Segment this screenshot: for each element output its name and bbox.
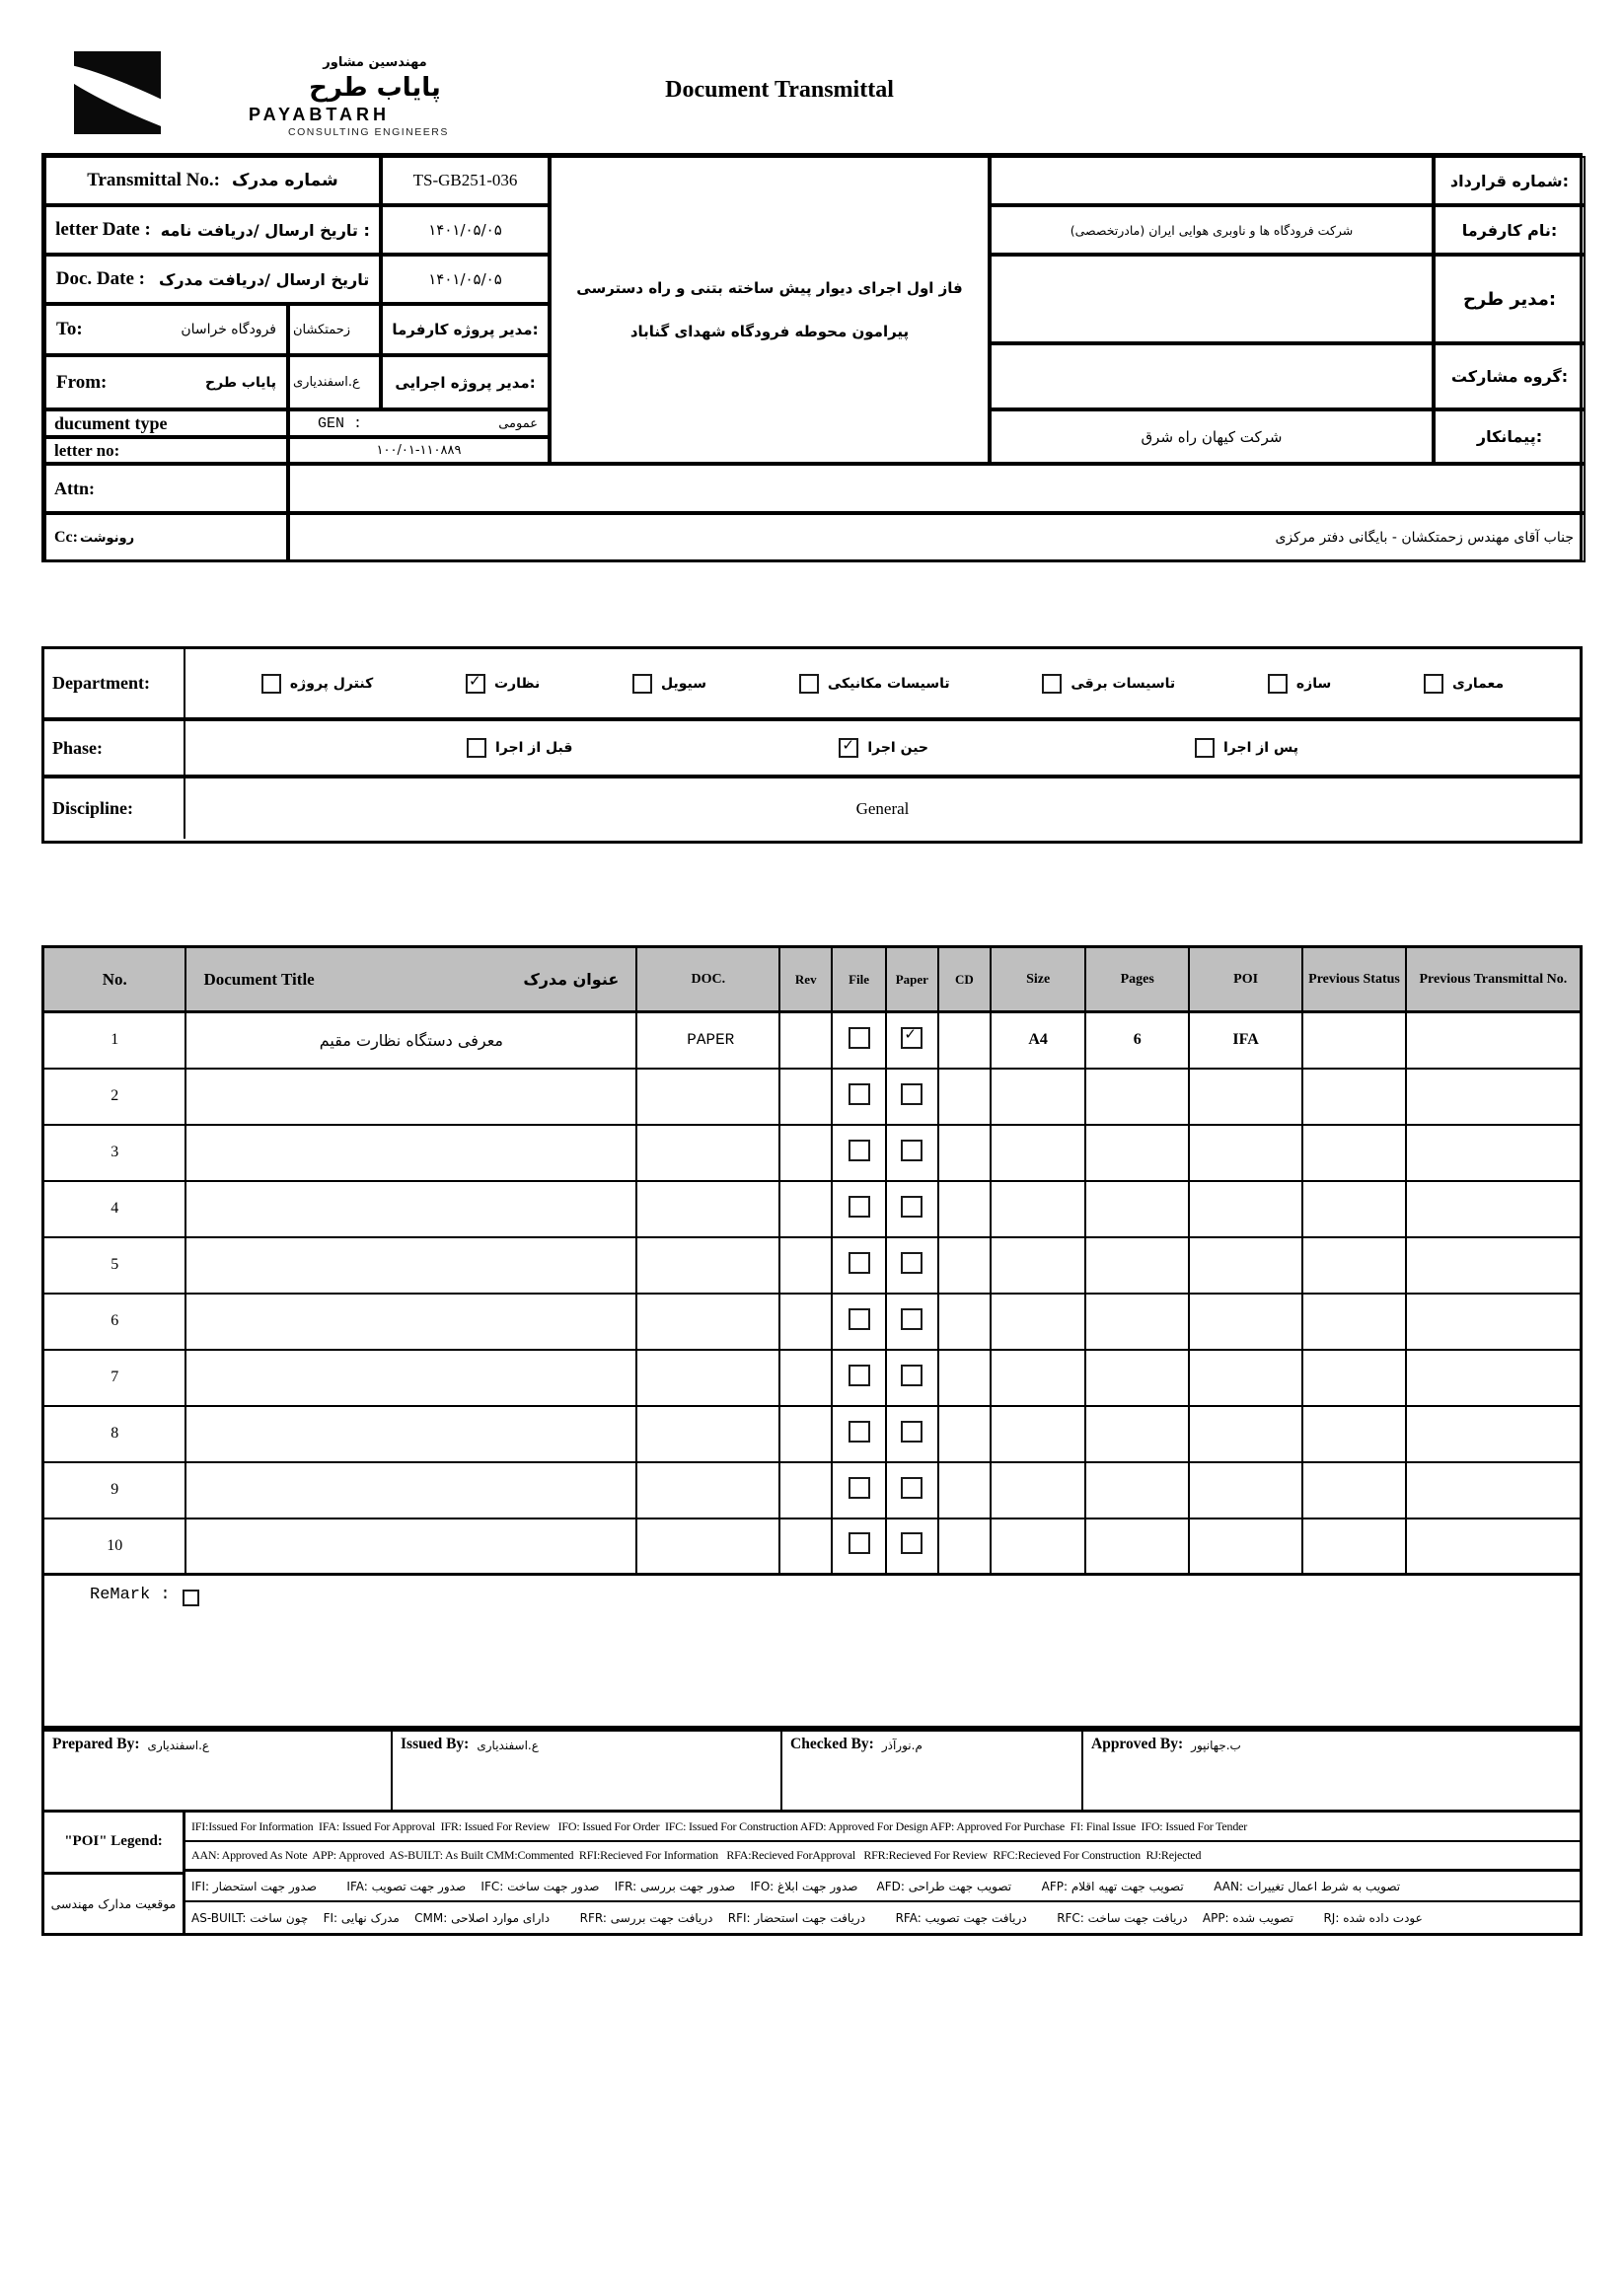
row-paper-cell: [886, 1237, 938, 1294]
row-pages: [1085, 1462, 1188, 1518]
file-checkbox[interactable]: [849, 1140, 870, 1161]
paper-checkbox[interactable]: [901, 1140, 923, 1161]
department-label: Department:: [44, 649, 185, 717]
row-previous-transmittal: [1406, 1237, 1582, 1294]
cc-value: جناب آقای مهندس زحمتکشان - بایگانی دفتر مرکزی: [288, 513, 1586, 562]
row-doc-type: [636, 1294, 779, 1350]
row-paper-cell: [886, 1125, 938, 1181]
legend-line-received-en: AAN: Approved As Note APP: Approved AS-BUILT: As Built CMM:Commented RFI:Recieved For Information RFA:Recieved ForApproval RFR:Recieved For Review RFC:Recieved For Construction RJ:Rejected: [185, 1842, 1580, 1872]
row-previous-status: [1302, 1294, 1405, 1350]
department-option: تاسیسات مکانیکی: [799, 674, 950, 694]
paper-checkbox[interactable]: [901, 1365, 923, 1386]
paper-checkbox[interactable]: [901, 1421, 923, 1443]
row-rev: [779, 1069, 832, 1125]
client-name-label: نام کارفرما:: [1434, 205, 1586, 255]
paper-checkbox[interactable]: [901, 1532, 923, 1554]
row-paper-cell: [886, 1406, 938, 1462]
table-row: [43, 1181, 1582, 1237]
checked-by-name: م.نورآذر: [881, 1739, 923, 1752]
logo-fa-tagline: مهندسین مشاور: [323, 55, 427, 70]
department-option: سازه: [1268, 674, 1331, 694]
department-checkbox[interactable]: [1268, 674, 1288, 694]
jv-group-label: گروه مشارکت:: [1434, 343, 1586, 409]
col-previous-status: Previous Status: [1302, 947, 1405, 1012]
row-document-title: [185, 1294, 636, 1350]
row-number: 4: [43, 1181, 186, 1237]
row-document-title: [185, 1181, 636, 1237]
row-paper-cell: [886, 1350, 938, 1406]
from-label: From:: [56, 371, 108, 393]
approved-by-name: ب.جهانپور: [1191, 1739, 1241, 1752]
file-checkbox[interactable]: [849, 1477, 870, 1499]
row-cd: [938, 1125, 991, 1181]
phase-label: Phase:: [44, 721, 185, 775]
row-file-cell: [832, 1462, 886, 1518]
row-file-cell: [832, 1125, 886, 1181]
approved-by-cell: Approved By: ب.جهانپور: [1091, 1736, 1241, 1752]
legend-lines: [185, 1813, 1580, 1933]
col-rev: Rev: [779, 947, 832, 1012]
row-rev: [779, 1462, 832, 1518]
poi-legend-label: "POI" Legend:: [44, 1813, 183, 1875]
paper-checkbox[interactable]: [901, 1252, 923, 1274]
docs-status-label: موقعیت مدارک مهندسی: [50, 1895, 177, 1911]
cc-label: Cc: رونوشت: [44, 513, 288, 562]
row-previous-status: [1302, 1406, 1405, 1462]
row-size: [991, 1181, 1086, 1237]
attn-value: [288, 464, 1586, 513]
col-no: No.: [43, 947, 186, 1012]
department-option: معماری: [1424, 674, 1504, 694]
row-document-title: [185, 1518, 636, 1575]
row-document-title: [185, 1069, 636, 1125]
row-previous-status: [1302, 1069, 1405, 1125]
row-file-cell: [832, 1012, 886, 1069]
table-row: [43, 1125, 1582, 1181]
row-file-cell: [832, 1294, 886, 1350]
from-field: [44, 355, 288, 409]
client-name-value: شرکت فرودگاه ها و ناوبری هوایی ایران (مادرتخصصی): [990, 205, 1434, 255]
remark-section: [41, 1576, 1583, 1729]
row-doc-type: [636, 1181, 779, 1237]
row-pages: [1085, 1518, 1188, 1575]
row-pages: [1085, 1294, 1188, 1350]
attn-label: Attn:: [44, 464, 288, 513]
phase-option: قبل از اجرا: [467, 738, 572, 758]
col-pages: Pages: [1085, 947, 1188, 1012]
row-rev: [779, 1350, 832, 1406]
row-cd: [938, 1518, 991, 1575]
department-option: تاسیسات برقی: [1042, 674, 1175, 694]
issued-by-name: ع.اسفندیاری: [477, 1739, 539, 1752]
row-paper-cell: [886, 1294, 938, 1350]
phase-options: [185, 721, 1580, 775]
table-row: [43, 1069, 1582, 1125]
row-pages: [1085, 1406, 1188, 1462]
document-table-body: [43, 1012, 1582, 1575]
plan-manager-value: [990, 255, 1434, 343]
row-file-cell: [832, 1069, 886, 1125]
classification-table: [41, 646, 1583, 844]
row-pages: 6: [1085, 1012, 1188, 1069]
department-option: نظارت ✓: [466, 674, 540, 694]
file-checkbox[interactable]: [849, 1196, 870, 1218]
col-cd: CD: [938, 947, 991, 1012]
letter-date-label: letter Date : تاریخ ارسال /دریافت نامه :: [44, 205, 381, 255]
phase-checkbox[interactable]: [1195, 738, 1215, 758]
file-checkbox[interactable]: [849, 1083, 870, 1105]
row-pages: [1085, 1125, 1188, 1181]
department-checkbox[interactable]: [466, 674, 485, 694]
contract-no-label: شماره قرارداد:: [1434, 156, 1586, 205]
row-doc-type: PAPER: [636, 1012, 779, 1069]
row-file-cell: [832, 1350, 886, 1406]
logo-en-subtitle: CONSULTING ENGINEERS: [288, 126, 449, 138]
row-number: 10: [43, 1518, 186, 1575]
row-number: 7: [43, 1350, 186, 1406]
row-poi: [1189, 1462, 1302, 1518]
row-size: [991, 1237, 1086, 1294]
row-poi: [1189, 1350, 1302, 1406]
document-type-value: GEN : عمومی: [288, 409, 550, 437]
row-previous-transmittal: [1406, 1350, 1582, 1406]
department-options: [185, 649, 1580, 717]
row-pages: [1085, 1237, 1188, 1294]
row-rev: [779, 1237, 832, 1294]
row-cd: [938, 1406, 991, 1462]
row-previous-transmittal: [1406, 1294, 1582, 1350]
table-header-row: [43, 947, 1582, 1012]
document-table: [41, 945, 1583, 1576]
col-doc: DOC.: [636, 947, 779, 1012]
doc-date-label: Doc. Date : تاریخ ارسال /دریافت مدرک: [44, 255, 381, 304]
row-file-cell: [832, 1181, 886, 1237]
row-previous-status: [1302, 1518, 1405, 1575]
plan-manager-label: مدیر طرح:: [1434, 255, 1586, 343]
row-cd: [938, 1237, 991, 1294]
page-title: Document Transmittal: [665, 77, 894, 103]
table-row: [43, 1237, 1582, 1294]
document-type-label: ducument type: [44, 409, 288, 437]
row-number: 8: [43, 1406, 186, 1462]
project-description: فاز اول اجرای دیوار پیش ساخته بتنی و راه دسترسی پیرامون محوطه فرودگاه شهدای گناباد: [550, 156, 990, 464]
to-label: To:: [56, 319, 83, 339]
row-number: 1: [43, 1012, 186, 1069]
phase-option: پس از اجرا: [1195, 738, 1298, 758]
row-size: [991, 1462, 1086, 1518]
row-previous-transmittal: [1406, 1406, 1582, 1462]
row-number: 3: [43, 1125, 186, 1181]
row-previous-transmittal: [1406, 1069, 1582, 1125]
discipline-row: [44, 778, 1580, 839]
row-rev: [779, 1294, 832, 1350]
row-pages: [1085, 1181, 1188, 1237]
legend-line-received-fa: AS-BUILT: چون ساخت FI: مدرک نهایی CMM: دارای موارد اصلاحی RFR: دریافت جهت بررسی RFI: دریافت جهت استحضار RFA: دریافت جهت تصویب RFC: دریافت جهت ساخت APP: تصویب شده RJ: عودت داده شده: [191, 1910, 1423, 1925]
table-row: [43, 1518, 1582, 1575]
table-row: [43, 1012, 1582, 1069]
col-poi: POI: [1189, 947, 1302, 1012]
jv-group-value: [990, 343, 1434, 409]
row-poi: [1189, 1237, 1302, 1294]
department-checkbox[interactable]: [1424, 674, 1443, 694]
row-rev: [779, 1012, 832, 1069]
row-doc-type: [636, 1406, 779, 1462]
signature-row: [41, 1729, 1583, 1813]
row-doc-type: [636, 1069, 779, 1125]
row-file-cell: [832, 1518, 886, 1575]
row-cd: [938, 1350, 991, 1406]
discipline-value: General: [855, 798, 910, 818]
row-previous-transmittal: [1406, 1012, 1582, 1069]
prepared-by-name: ع.اسفندیاری: [147, 1739, 210, 1752]
row-doc-type: [636, 1237, 779, 1294]
table-row: [43, 1294, 1582, 1350]
row-paper-cell: [886, 1518, 938, 1575]
row-rev: [779, 1181, 832, 1237]
contractor-value: شرکت کیهان راه شرق: [990, 409, 1434, 464]
row-previous-status: [1302, 1012, 1405, 1069]
logo-en-name: PAYABTARH: [249, 105, 391, 124]
transmittal-no-value: TS-GB251-036: [381, 156, 550, 205]
paper-checkbox[interactable]: [901, 1196, 923, 1218]
row-size: [991, 1350, 1086, 1406]
transmittal-info-table: [41, 153, 1583, 562]
paper-checkbox[interactable]: [901, 1027, 923, 1049]
row-document-title: [185, 1350, 636, 1406]
row-cd: [938, 1181, 991, 1237]
row-poi: [1189, 1069, 1302, 1125]
table-row: [43, 1406, 1582, 1462]
row-poi: [1189, 1518, 1302, 1575]
row-size: [991, 1125, 1086, 1181]
table-row: [43, 1462, 1582, 1518]
row-file-cell: [832, 1237, 886, 1294]
col-previous-transmittal-no: Previous Transmittal No.: [1406, 947, 1582, 1012]
discipline-label: Discipline:: [44, 778, 185, 839]
department-checkbox[interactable]: [799, 674, 819, 694]
prepared-by-cell: Prepared By: ع.اسفندیاری: [44, 1732, 393, 1810]
row-doc-type: [636, 1518, 779, 1575]
row-previous-transmittal: [1406, 1181, 1582, 1237]
row-size: [991, 1518, 1086, 1575]
phase-option: حین اجرا ✓: [839, 738, 928, 758]
file-checkbox[interactable]: [849, 1532, 870, 1554]
row-doc-type: [636, 1462, 779, 1518]
letter-date-value: ۱۴۰۱/۰۵/۰۵: [381, 205, 550, 255]
row-doc-type: [636, 1350, 779, 1406]
department-option: کنترل پروژه: [261, 674, 373, 694]
doc-date-value: ۱۴۰۱/۰۵/۰۵: [381, 255, 550, 304]
to-field: [44, 304, 288, 355]
col-document-title: Document Title عنوان مدرک: [185, 947, 636, 1012]
col-paper: Paper: [886, 947, 938, 1012]
row-poi: [1189, 1181, 1302, 1237]
row-previous-status: [1302, 1237, 1405, 1294]
exec-pm-value: ع.اسفندیاری: [288, 355, 381, 409]
row-previous-transmittal: [1406, 1518, 1582, 1575]
row-poi: [1189, 1294, 1302, 1350]
row-cd: [938, 1012, 991, 1069]
row-previous-status: [1302, 1125, 1405, 1181]
col-file: File: [832, 947, 886, 1012]
row-rev: [779, 1406, 832, 1462]
legend-line-issued-en: IFI:Issued For Information IFA: Issued For Approval IFR: Issued For Review IFO: Issued For Order IFC: Issued For Construction AFD: Approved For Design AFP: Approved For Purchase FI: Final Issue IFO: Issued For Tender: [185, 1813, 1580, 1842]
paper-checkbox[interactable]: [901, 1477, 923, 1499]
legend-line-issued-fa: IFI: صدور جهت استحضار IFA: صدور جهت تصویب IFC: صدور جهت ساخت IFR: صدور جهت بررسی IFO: صدور جهت ابلاغ AFD: تصویب جهت طراحی AFP: تصویب جهت تهیه اقلام AAN: تصویب به شرط اعمال تغییرات: [185, 1872, 1580, 1902]
row-pages: [1085, 1350, 1188, 1406]
row-number: 9: [43, 1462, 186, 1518]
row-document-title: [185, 1237, 636, 1294]
issued-by-cell: Issued By: ع.اسفندیاری: [393, 1732, 782, 1810]
contract-no-value: [990, 156, 1434, 205]
phase-checkbox[interactable]: [839, 738, 858, 758]
document-list-section: [41, 945, 1583, 1936]
file-checkbox[interactable]: [849, 1027, 870, 1049]
row-document-title: [185, 1462, 636, 1518]
row-previous-status: [1302, 1181, 1405, 1237]
row-paper-cell: [886, 1462, 938, 1518]
contractor-label: پیمانکار:: [1434, 409, 1586, 464]
file-checkbox[interactable]: [849, 1308, 870, 1330]
phase-row: [44, 721, 1580, 778]
phase-checkbox[interactable]: [467, 738, 486, 758]
remark-checkbox[interactable]: [183, 1590, 199, 1606]
client-pm-value: زحمتکشان: [288, 304, 381, 355]
department-checkbox[interactable]: [261, 674, 281, 694]
department-option: سیویل: [632, 674, 706, 694]
row-paper-cell: [886, 1181, 938, 1237]
row-document-title: معرفی دستگاه نظارت مقیم: [185, 1012, 636, 1069]
row-previous-status: [1302, 1462, 1405, 1518]
row-size: [991, 1069, 1086, 1125]
row-cd: [938, 1462, 991, 1518]
row-size: [991, 1294, 1086, 1350]
row-size: A4: [991, 1012, 1086, 1069]
file-checkbox[interactable]: [849, 1421, 870, 1443]
paper-checkbox[interactable]: [901, 1083, 923, 1105]
department-row: [44, 649, 1580, 721]
row-poi: [1189, 1125, 1302, 1181]
paper-checkbox[interactable]: [901, 1308, 923, 1330]
row-number: 2: [43, 1069, 186, 1125]
row-rev: [779, 1125, 832, 1181]
row-previous-transmittal: [1406, 1462, 1582, 1518]
to-value: فرودگاه خراسان: [181, 322, 276, 337]
department-checkbox[interactable]: [1042, 674, 1062, 694]
row-cd: [938, 1294, 991, 1350]
row-document-title: [185, 1406, 636, 1462]
logo-fa-name: پایاب طرح: [309, 73, 441, 103]
checked-by-cell: Checked By: م.نورآذر: [782, 1732, 1083, 1810]
letter-no-label: letter no:: [44, 437, 288, 464]
letter-no-value: ۱۰۰/۰۱-۱۱۰۸۸۹: [288, 437, 550, 464]
remark-label: ReMark :: [90, 1586, 171, 1604]
table-row: [43, 1350, 1582, 1406]
row-number: 6: [43, 1294, 186, 1350]
row-document-title: [185, 1125, 636, 1181]
from-value: پایاب طرح: [205, 374, 276, 391]
row-pages: [1085, 1069, 1188, 1125]
transmittal-no-label: Transmittal No.: شماره مدرک: [44, 156, 381, 205]
col-size: Size: [991, 947, 1086, 1012]
row-size: [991, 1406, 1086, 1462]
exec-pm-label: مدیر پروژه اجرایی:: [381, 355, 550, 409]
row-poi: IFA: [1189, 1012, 1302, 1069]
row-paper-cell: [886, 1012, 938, 1069]
row-paper-cell: [886, 1069, 938, 1125]
row-rev: [779, 1518, 832, 1575]
row-doc-type: [636, 1125, 779, 1181]
poi-legend-section: [41, 1813, 1583, 1936]
client-pm-label: مدیر پروژه کارفرما:: [381, 304, 550, 355]
file-checkbox[interactable]: [849, 1252, 870, 1274]
row-file-cell: [832, 1406, 886, 1462]
row-number: 5: [43, 1237, 186, 1294]
row-cd: [938, 1069, 991, 1125]
row-poi: [1189, 1406, 1302, 1462]
row-previous-transmittal: [1406, 1125, 1582, 1181]
department-checkbox[interactable]: [632, 674, 652, 694]
file-checkbox[interactable]: [849, 1365, 870, 1386]
row-previous-status: [1302, 1350, 1405, 1406]
legend-labels: [44, 1813, 185, 1933]
